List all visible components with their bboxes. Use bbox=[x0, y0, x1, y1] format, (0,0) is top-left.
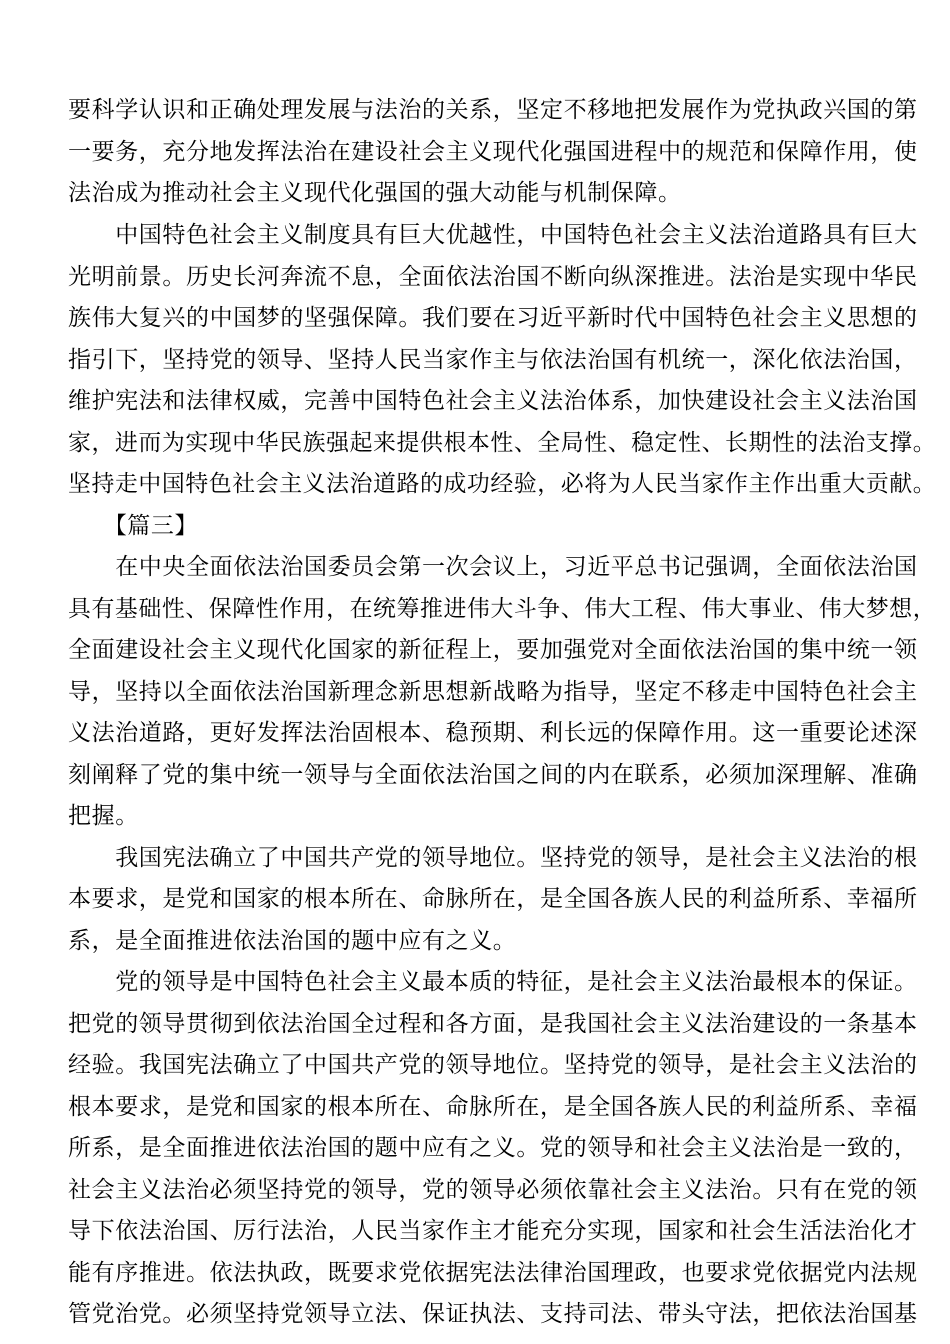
text-line: 指引下，坚持党的领导、坚持人民当家作主与依法治国有机统一，深化依法治国， bbox=[68, 347, 918, 373]
section-heading: 【篇三】 bbox=[68, 513, 199, 539]
text-line: 把党的领导贯彻到依法治国全过程和各方面，是我国社会主义法治建设的一条基本 bbox=[68, 1011, 918, 1037]
text-line: 坚持走中国特色社会主义法治道路的成功经验，必将为人民当家作主作出重大贡献。 bbox=[68, 471, 937, 497]
text-line: 经验。我国宪法确立了中国共产党的领导地位。坚持党的领导，是社会主义法治的 bbox=[68, 1052, 918, 1078]
text-line: 光明前景。历史长河奔流不息，全面依法治国不断向纵深推进。法治是实现中华民 bbox=[68, 264, 918, 290]
text-line: 具有基础性、保障性作用，在统筹推进伟大斗争、伟大工程、伟大事业、伟大梦想， bbox=[68, 596, 937, 622]
text-line: 中国特色社会主义制度具有巨大优越性，中国特色社会主义法治道路具有巨大 bbox=[68, 222, 918, 248]
text-line: 在中央全面依法治国委员会第一次会议上，习近平总书记强调，全面依法治国 bbox=[68, 554, 918, 580]
text-line: 所系，是全面推进依法治国的题中应有之义。党的领导和社会主义法治是一致的， bbox=[68, 1135, 918, 1161]
text-line: 我国宪法确立了中国共产党的领导地位。坚持党的领导，是社会主义法治的根 bbox=[68, 845, 918, 871]
text-line: 社会主义法治必须坚持党的领导，党的领导必须依靠社会主义法治。只有在党的领 bbox=[68, 1177, 918, 1203]
text-line: 法治成为推动社会主义现代化强国的强大动能与机制保障。 bbox=[68, 180, 682, 206]
text-line: 一要务，充分地发挥法治在建设社会主义现代化强国进程中的规范和保障作用，使 bbox=[68, 139, 918, 165]
text-line: 党的领导是中国特色社会主义最本质的特征，是社会主义法治最根本的保证。 bbox=[68, 969, 918, 995]
text-line: 全面建设社会主义现代化国家的新征程上，要加强党对全面依法治国的集中统一领 bbox=[68, 637, 918, 663]
text-line: 把握。 bbox=[68, 803, 139, 829]
text-line: 义法治道路，更好发挥法治固根本、稳预期、利长远的保障作用。这一重要论述深 bbox=[68, 720, 918, 746]
text-line: 刻阐释了党的集中统一领导与全面依法治国之间的内在联系，必须加深理解、准确 bbox=[68, 762, 918, 788]
text-line: 根本要求，是党和国家的根本所在、命脉所在，是全国各族人民的利益所系、幸福 bbox=[68, 1094, 918, 1120]
text-line: 系，是全面推进依法治国的题中应有之义。 bbox=[68, 928, 517, 954]
text-line: 家，进而为实现中华民族强起来提供根本性、全局性、稳定性、长期性的法治支撑。 bbox=[68, 430, 937, 456]
text-line: 导下依法治国、厉行法治，人民当家作主才能充分实现，国家和社会生活法治化才 bbox=[68, 1218, 918, 1244]
text-line: 要科学认识和正确处理发展与法治的关系，坚定不移地把发展作为党执政兴国的第 bbox=[68, 97, 918, 123]
text-line: 维护宪法和法律权威，完善中国特色社会主义法治体系，加快建设社会主义法治国 bbox=[68, 388, 918, 414]
text-line: 导，坚持以全面依法治国新理念新思想新战略为指导，坚定不移走中国特色社会主 bbox=[68, 679, 918, 705]
text-line: 族伟大复兴的中国梦的坚强保障。我们要在习近平新时代中国特色社会主义思想的 bbox=[68, 305, 918, 331]
text-line: 管党治党。必须坚持党领导立法、保证执法、支持司法、带头守法，把依法治国基 bbox=[68, 1301, 918, 1327]
text-line: 本要求，是党和国家的根本所在、命脉所在，是全国各族人民的利益所系、幸福所 bbox=[68, 886, 918, 912]
text-line: 能有序推进。依法执政，既要求党依据宪法法律治国理政，也要求党依据党内法规 bbox=[68, 1260, 918, 1286]
